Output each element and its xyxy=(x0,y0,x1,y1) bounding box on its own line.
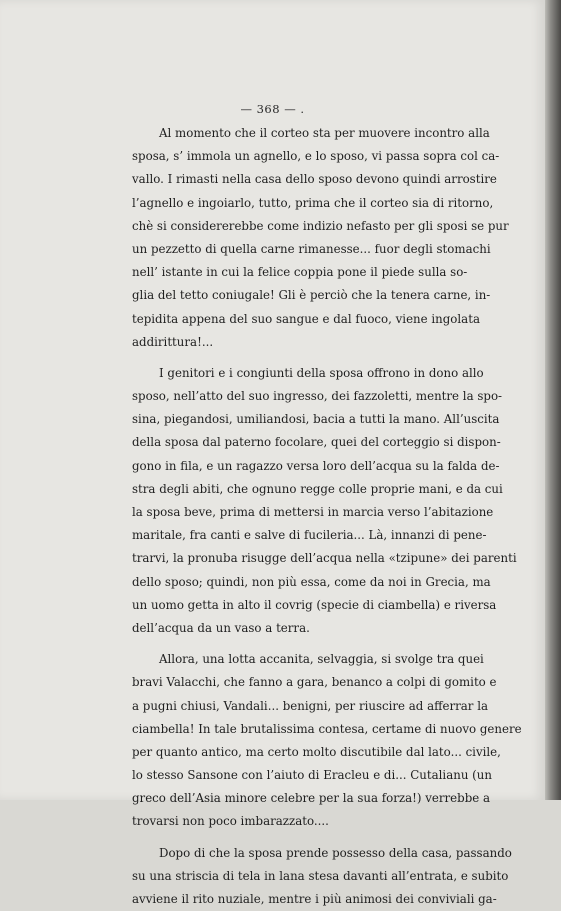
paragraph xyxy=(132,362,517,640)
text-line: ciambella! In tale brutalissima contesa, certame di nuovo genere xyxy=(132,721,522,736)
text-line: lo stesso Sansone con l’aiuto di Eracleu e di... Cutalianu (un xyxy=(132,768,492,783)
text-line: dell’acqua da un vaso a terra. xyxy=(132,620,310,635)
page-number: — 368 — . xyxy=(240,102,305,116)
text-line: maritale, fra canti e salve di fucileria... Là, innanzi di pene- xyxy=(132,528,487,543)
text-line: sina, piegandosi, umiliandosi, bacia a tutti la mano. All’uscita xyxy=(132,412,500,427)
text-line: un uomo getta in alto il covrig (specie di ciambella) e riversa xyxy=(132,597,497,612)
text-line: Al momento che il corteo sta per muovere incontro alla xyxy=(159,126,490,140)
text-line: glia del tetto coniugale! Gli è perciò che la tenera carne, in- xyxy=(132,288,491,303)
body-text xyxy=(132,122,522,911)
text-line: stra degli abiti, che ognuno regge colle proprie mani, e da cui xyxy=(132,481,503,496)
text-line: sposo, nell’atto del suo ingresso, dei fazzoletti, mentre la spo- xyxy=(132,389,503,404)
text-line: avviene il rito nuziale, mentre i più animosi dei conviviali ga- xyxy=(132,892,497,906)
text-line: greco dell’Asia minore celebre per la sua forza!) verrebbe a xyxy=(132,791,491,806)
text-line: bravi Valacchi, che fanno a gara, benanco a colpi di gomito e xyxy=(132,675,497,690)
text-line: Dopo di che la sposa prende possesso della casa, passando xyxy=(159,845,512,860)
text-line: a pugni chiusi, Vandali... benigni, per riuscire ad afferrar la xyxy=(132,698,489,713)
text-line: tepidita appena del suo sangue e dal fuoco, viene ingolata xyxy=(132,311,480,326)
text-line: chè si considererebbe come indizio nefasto per gli sposi se pur xyxy=(132,218,509,233)
text-line: gono in fila, e un ragazzo versa loro dell’acqua su la falda de- xyxy=(132,458,500,473)
text-line: per quanto antico, ma certo molto discutibile dal lato... civile, xyxy=(132,744,501,759)
paragraph-gap xyxy=(132,640,444,648)
text-line: trarvi, la pronuba risugge dell’acqua nella «tzipune» dei parenti xyxy=(132,551,517,566)
text-line: vallo. I rimasti nella casa dello sposo devono quindi arrostire xyxy=(132,172,497,187)
text-line: nell’ istante in cui la felice coppia pone il piede sulla so- xyxy=(132,265,468,280)
text-line: dello sposo; quindi, non più essa, come da noi in Grecia, ma xyxy=(132,574,491,589)
text-line: I genitori e i congiunti della sposa offrono in dono allo xyxy=(159,365,484,380)
paragraph-gap xyxy=(132,834,444,842)
text-line: la sposa beve, prima di mettersi in marcia verso l’abitazione xyxy=(132,505,494,519)
text-line: addirittura!... xyxy=(132,334,214,349)
text-line: un pezzetto di quella carne rimanesse... fuor degli stomachi xyxy=(132,241,491,256)
paragraph xyxy=(132,842,512,911)
text-line: della sposa dal paterno focolare, quei del corteggio si dispon- xyxy=(132,435,501,450)
text-line: Allora, una lotta accanita, selvaggia, si svolge tra quei xyxy=(159,652,484,667)
paragraph xyxy=(132,122,509,354)
text-line: l’agnello e ingoiarlo, tutto, prima che il corteo sia di ritorno, xyxy=(132,195,494,210)
text-line: trovarsi non poco imbarazzato.... xyxy=(132,814,329,829)
paragraph-gap xyxy=(132,354,444,362)
text-line: sposa, s’ immola un agnello, e lo sposo, vi passa sopra col ca- xyxy=(132,149,500,164)
text-line: su una striscia di tela in lana stesa davanti all’entrata, e subito xyxy=(132,868,509,883)
paragraph xyxy=(132,648,522,834)
page-edge xyxy=(545,0,561,800)
